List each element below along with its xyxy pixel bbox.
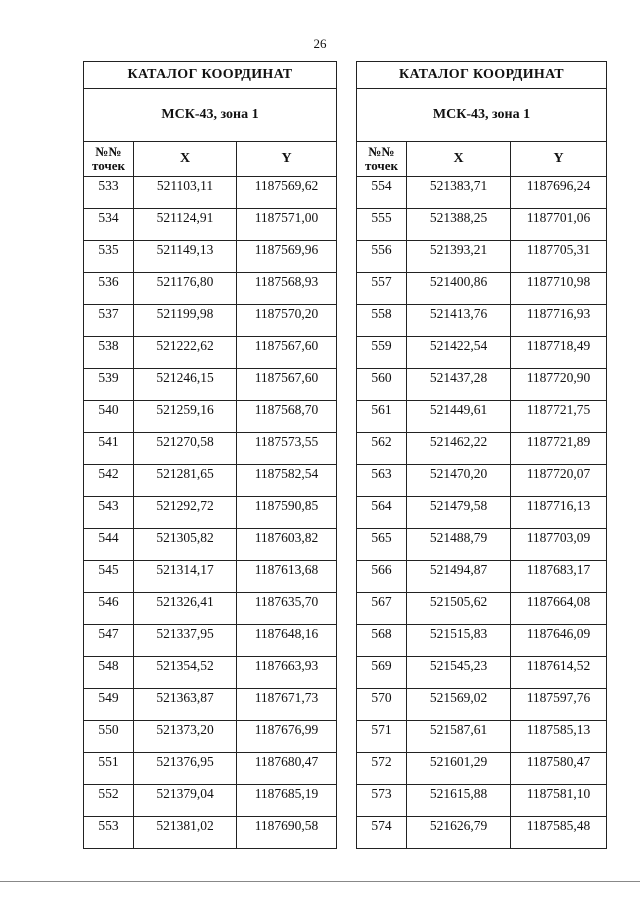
page-number: 26	[313, 36, 327, 51]
y-coordinate-cell: 1187581,10	[511, 785, 607, 817]
y-coordinate-cell: 1187671,73	[237, 689, 337, 721]
x-coordinate-cell: 521281,65	[134, 465, 237, 497]
point-number-cell: 544	[84, 529, 134, 561]
coordinate-catalog-table-left	[83, 61, 337, 849]
table-row	[84, 177, 337, 209]
coordinate-catalog-table-right	[356, 61, 607, 849]
table-row	[357, 305, 607, 337]
table-row	[84, 561, 337, 593]
coordinate-system-zone: МСК-43, зона 1	[84, 89, 337, 142]
point-number-cell: 553	[84, 817, 134, 849]
x-coordinate-cell: 521270,58	[134, 433, 237, 465]
x-coordinate-cell: 521470,20	[407, 465, 511, 497]
x-coordinate-cell: 521326,41	[134, 593, 237, 625]
table-row	[357, 465, 607, 497]
x-coordinate-cell: 521515,83	[407, 625, 511, 657]
x-coordinate-cell: 521400,86	[407, 273, 511, 305]
table-row	[357, 241, 607, 273]
x-coordinate-cell: 521124,91	[134, 209, 237, 241]
table-row	[84, 657, 337, 689]
y-coordinate-cell: 1187718,49	[511, 337, 607, 369]
y-coordinate-cell: 1187720,90	[511, 369, 607, 401]
x-coordinate-cell: 521545,23	[407, 657, 511, 689]
y-coordinate-cell: 1187614,52	[511, 657, 607, 689]
point-number-cell: 541	[84, 433, 134, 465]
point-number-cell: 563	[357, 465, 407, 497]
y-coordinate-cell: 1187701,06	[511, 209, 607, 241]
table-row	[357, 209, 607, 241]
point-number-cell: 569	[357, 657, 407, 689]
x-coordinate-cell: 521626,79	[407, 817, 511, 849]
point-number-cell: 554	[357, 177, 407, 209]
table-row	[357, 273, 607, 305]
y-coordinate-cell: 1187705,31	[511, 241, 607, 273]
table-row	[357, 433, 607, 465]
point-number-cell: 533	[84, 177, 134, 209]
y-coordinate-cell: 1187571,00	[237, 209, 337, 241]
column-header-point-number	[357, 142, 407, 177]
y-coordinate-cell: 1187568,70	[237, 401, 337, 433]
x-coordinate-cell: 521222,62	[134, 337, 237, 369]
point-number-cell: 548	[84, 657, 134, 689]
y-coordinate-cell: 1187680,47	[237, 753, 337, 785]
point-number-cell: 570	[357, 689, 407, 721]
point-number-cell: 540	[84, 401, 134, 433]
y-coordinate-cell: 1187710,98	[511, 273, 607, 305]
catalog-title: КАТАЛОГ КООРДИНАТ	[84, 62, 337, 89]
table-row	[357, 561, 607, 593]
y-coordinate-cell: 1187567,60	[237, 337, 337, 369]
x-coordinate-cell: 521462,22	[407, 433, 511, 465]
y-coordinate-cell: 1187569,96	[237, 241, 337, 273]
point-number-cell: 562	[357, 433, 407, 465]
x-coordinate-cell: 521437,28	[407, 369, 511, 401]
table-row	[84, 401, 337, 433]
x-coordinate-cell: 521413,76	[407, 305, 511, 337]
point-number-cell: 549	[84, 689, 134, 721]
table-row	[84, 689, 337, 721]
y-coordinate-cell: 1187646,09	[511, 625, 607, 657]
y-coordinate-cell: 1187664,08	[511, 593, 607, 625]
point-number-cell: 542	[84, 465, 134, 497]
x-coordinate-cell: 521259,16	[134, 401, 237, 433]
table-row	[84, 305, 337, 337]
point-number-cell: 551	[84, 753, 134, 785]
y-coordinate-cell: 1187683,17	[511, 561, 607, 593]
y-coordinate-cell: 1187721,89	[511, 433, 607, 465]
y-coordinate-cell: 1187635,70	[237, 593, 337, 625]
x-coordinate-cell: 521615,88	[407, 785, 511, 817]
y-coordinate-cell: 1187570,20	[237, 305, 337, 337]
y-coordinate-cell: 1187585,48	[511, 817, 607, 849]
y-coordinate-cell: 1187590,85	[237, 497, 337, 529]
table-row	[357, 785, 607, 817]
y-coordinate-cell: 1187585,13	[511, 721, 607, 753]
table-row	[84, 753, 337, 785]
table-row	[357, 689, 607, 721]
point-number-cell: 539	[84, 369, 134, 401]
table-row	[84, 625, 337, 657]
point-number-cell: 557	[357, 273, 407, 305]
x-coordinate-cell: 521393,21	[407, 241, 511, 273]
y-coordinate-cell: 1187603,82	[237, 529, 337, 561]
table-row	[84, 337, 337, 369]
point-number-cell: 565	[357, 529, 407, 561]
table-row	[357, 721, 607, 753]
point-number-cell: 566	[357, 561, 407, 593]
point-number-cell: 536	[84, 273, 134, 305]
table-row	[357, 177, 607, 209]
point-number-cell: 560	[357, 369, 407, 401]
column-header-y: Y	[511, 142, 607, 177]
x-coordinate-cell: 521488,79	[407, 529, 511, 561]
table-row	[357, 817, 607, 849]
table-row	[84, 497, 337, 529]
x-coordinate-cell: 521373,20	[134, 721, 237, 753]
point-number-cell: 571	[357, 721, 407, 753]
x-coordinate-cell: 521601,29	[407, 753, 511, 785]
x-coordinate-cell: 521149,13	[134, 241, 237, 273]
point-number-cell: 555	[357, 209, 407, 241]
table-row	[357, 593, 607, 625]
table-row	[357, 625, 607, 657]
table-row	[84, 241, 337, 273]
point-number-header-line1: №№	[368, 144, 395, 159]
x-coordinate-cell: 521199,98	[134, 305, 237, 337]
x-coordinate-cell: 521479,58	[407, 497, 511, 529]
x-coordinate-cell: 521363,87	[134, 689, 237, 721]
y-coordinate-cell: 1187663,93	[237, 657, 337, 689]
x-coordinate-cell: 521381,02	[134, 817, 237, 849]
column-header-x: X	[134, 142, 237, 177]
point-number-cell: 559	[357, 337, 407, 369]
point-number-cell: 537	[84, 305, 134, 337]
table-row	[357, 369, 607, 401]
x-coordinate-cell: 521383,71	[407, 177, 511, 209]
table-row	[84, 721, 337, 753]
point-number-cell: 561	[357, 401, 407, 433]
x-coordinate-cell: 521569,02	[407, 689, 511, 721]
page-bottom-rule	[0, 881, 640, 882]
point-number-cell: 572	[357, 753, 407, 785]
x-coordinate-cell: 521587,61	[407, 721, 511, 753]
table-row	[84, 273, 337, 305]
table-row	[357, 401, 607, 433]
x-coordinate-cell: 521376,95	[134, 753, 237, 785]
point-number-cell: 543	[84, 497, 134, 529]
y-coordinate-cell: 1187690,58	[237, 817, 337, 849]
point-number-cell: 545	[84, 561, 134, 593]
point-number-cell: 558	[357, 305, 407, 337]
coordinate-system-zone: МСК-43, зона 1	[357, 89, 607, 142]
point-number-cell: 552	[84, 785, 134, 817]
y-coordinate-cell: 1187716,93	[511, 305, 607, 337]
point-number-cell: 556	[357, 241, 407, 273]
y-coordinate-cell: 1187613,68	[237, 561, 337, 593]
x-coordinate-cell: 521505,62	[407, 593, 511, 625]
y-coordinate-cell: 1187573,55	[237, 433, 337, 465]
y-coordinate-cell: 1187720,07	[511, 465, 607, 497]
column-header-y: Y	[237, 142, 337, 177]
x-coordinate-cell: 521305,82	[134, 529, 237, 561]
y-coordinate-cell: 1187703,09	[511, 529, 607, 561]
point-number-cell: 538	[84, 337, 134, 369]
table-row	[357, 529, 607, 561]
x-coordinate-cell: 521449,61	[407, 401, 511, 433]
table-row	[84, 785, 337, 817]
x-coordinate-cell: 521103,11	[134, 177, 237, 209]
point-number-cell: 568	[357, 625, 407, 657]
table-row	[84, 817, 337, 849]
point-number-cell: 567	[357, 593, 407, 625]
y-coordinate-cell: 1187685,19	[237, 785, 337, 817]
column-header-point-number	[84, 142, 134, 177]
point-number-cell: 534	[84, 209, 134, 241]
x-coordinate-cell: 521292,72	[134, 497, 237, 529]
table-row	[84, 529, 337, 561]
y-coordinate-cell: 1187716,13	[511, 497, 607, 529]
point-number-cell: 547	[84, 625, 134, 657]
table-row	[84, 593, 337, 625]
x-coordinate-cell: 521494,87	[407, 561, 511, 593]
catalog-title: КАТАЛОГ КООРДИНАТ	[357, 62, 607, 89]
table-row	[357, 657, 607, 689]
column-header-x: X	[407, 142, 511, 177]
y-coordinate-cell: 1187582,54	[237, 465, 337, 497]
table-row	[357, 337, 607, 369]
point-number-cell: 564	[357, 497, 407, 529]
y-coordinate-cell: 1187568,93	[237, 273, 337, 305]
y-coordinate-cell: 1187648,16	[237, 625, 337, 657]
point-number-cell: 535	[84, 241, 134, 273]
y-coordinate-cell: 1187569,62	[237, 177, 337, 209]
x-coordinate-cell: 521246,15	[134, 369, 237, 401]
x-coordinate-cell: 521337,95	[134, 625, 237, 657]
y-coordinate-cell: 1187597,76	[511, 689, 607, 721]
x-coordinate-cell: 521314,17	[134, 561, 237, 593]
table-row	[84, 209, 337, 241]
table-row	[84, 369, 337, 401]
x-coordinate-cell: 521176,80	[134, 273, 237, 305]
y-coordinate-cell: 1187696,24	[511, 177, 607, 209]
y-coordinate-cell: 1187580,47	[511, 753, 607, 785]
x-coordinate-cell: 521422,54	[407, 337, 511, 369]
y-coordinate-cell: 1187567,60	[237, 369, 337, 401]
y-coordinate-cell: 1187676,99	[237, 721, 337, 753]
point-number-cell: 546	[84, 593, 134, 625]
x-coordinate-cell: 521354,52	[134, 657, 237, 689]
table-row	[357, 497, 607, 529]
point-number-header-line2: точек	[92, 158, 125, 173]
point-number-cell: 550	[84, 721, 134, 753]
y-coordinate-cell: 1187721,75	[511, 401, 607, 433]
table-row	[84, 465, 337, 497]
x-coordinate-cell: 521379,04	[134, 785, 237, 817]
point-number-cell: 574	[357, 817, 407, 849]
table-row	[357, 753, 607, 785]
point-number-header-line1: №№	[95, 144, 122, 159]
x-coordinate-cell: 521388,25	[407, 209, 511, 241]
point-number-header-line2: точек	[365, 158, 398, 173]
table-row	[84, 433, 337, 465]
point-number-cell: 573	[357, 785, 407, 817]
